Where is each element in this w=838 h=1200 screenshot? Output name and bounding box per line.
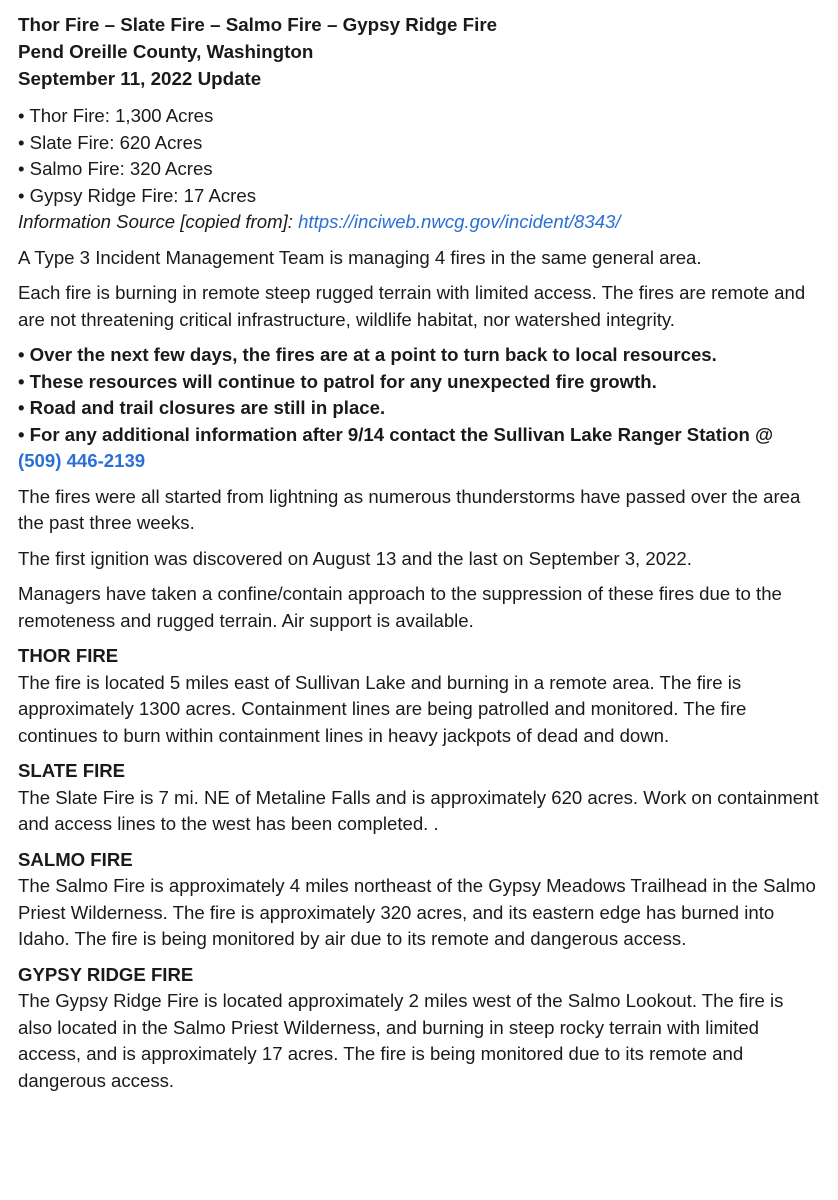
- intro-paragraph-team: A Type 3 Incident Management Team is managing 4 fires in the same general area.: [18, 246, 702, 268]
- document-header: [18, 11, 820, 92]
- document-location: Pend Oreille County, Washington: [18, 41, 314, 62]
- document-date: September 11, 2022 Update: [18, 68, 262, 89]
- paragraph-lightning: The fires were all started from lightning as numerous thunderstorms have passed over the area the past three weeks.: [18, 485, 801, 533]
- section-slate: [18, 758, 820, 838]
- acreage-item-gypsy: • Gypsy Ridge Fire: 17 Acres: [18, 184, 256, 206]
- acreage-item-slate: • Slate Fire: 620 Acres: [18, 131, 203, 153]
- section-gypsy: [18, 962, 820, 1095]
- acreage-list: [18, 103, 820, 236]
- section-title-thor: THOR FIRE: [18, 645, 119, 666]
- notice-list: [18, 342, 820, 475]
- section-text-gypsy: The Gypsy Ridge Fire is located approximately 2 miles west of the Salmo Lookout. The fire is also located in the Salmo Priest Wilderness, and burning in steep rocky terrain with limited access, and is approximately 17 acres. The fire is being monitored due to its remote and dangerous access.: [18, 990, 784, 1091]
- section-title-gypsy: GYPSY RIDGE FIRE: [18, 963, 194, 985]
- acreage-item-salmo: • Salmo Fire: 320 Acres: [18, 158, 213, 179]
- section-text-salmo: The Salmo Fire is approximately 4 miles northeast of the Gypsy Meadows Trailhead in the Salmo Priest Wilderness. The fire is approximately 320 acres, and its eastern edge has burned into Idaho. The fire is being monitored by air due to its remote and dangerous access.: [18, 875, 816, 949]
- section-title-salmo: SALMO FIRE: [18, 848, 133, 870]
- notice-item: • Road and trail closures are still in place.: [18, 397, 386, 418]
- source-link[interactable]: https://inciweb.nwcg.gov/incident/8343/: [298, 211, 621, 232]
- notice-item: • Over the next few days, the fires are at a point to turn back to local resources.: [18, 344, 717, 365]
- source-label: Information Source [copied from]:: [18, 211, 299, 232]
- section-text-slate: The Slate Fire is 7 mi. NE of Metaline Falls and is approximately 620 acres. Work on containment and access lines to the west has been completed. .: [18, 786, 819, 834]
- section-title-slate: SLATE FIRE: [18, 760, 126, 781]
- section-thor: [18, 643, 820, 749]
- source-line: [18, 209, 820, 236]
- section-text-thor: The fire is located 5 miles east of Sullivan Lake and burning in a remote area. The fire is approximately 1300 acres. Containment lines are being patrolled and monitored. The fire continues to burn within containment lines in heavy jackpots of dead and down.: [18, 671, 747, 746]
- section-salmo: [18, 847, 820, 953]
- notice-item: • These resources will continue to patrol for any unexpected fire growth.: [18, 370, 657, 392]
- paragraph-managers: Managers have taken a confine/contain approach to the suppression of these fires due to the remoteness and rugged terrain. Air support is available.: [18, 583, 782, 631]
- document-title: Thor Fire – Slate Fire – Salmo Fire – Gypsy Ridge Fire: [18, 14, 498, 35]
- ranger-phone-link[interactable]: (509) 446-2139: [18, 450, 146, 471]
- acreage-item-thor: • Thor Fire: 1,300 Acres: [18, 105, 214, 126]
- notice-item-contact: [18, 422, 820, 475]
- intro-paragraph-terrain: Each fire is burning in remote steep rugged terrain with limited access. The fires are remote and are not threatening critical infrastructure, wildlife habitat, nor watershed integrity.: [18, 282, 806, 330]
- notice-contact-text: • For any additional information after 9/14 contact the Sullivan Lake Ranger Station @: [18, 423, 774, 445]
- paragraph-ignition: The first ignition was discovered on August 13 and the last on September 3, 2022.: [18, 547, 692, 569]
